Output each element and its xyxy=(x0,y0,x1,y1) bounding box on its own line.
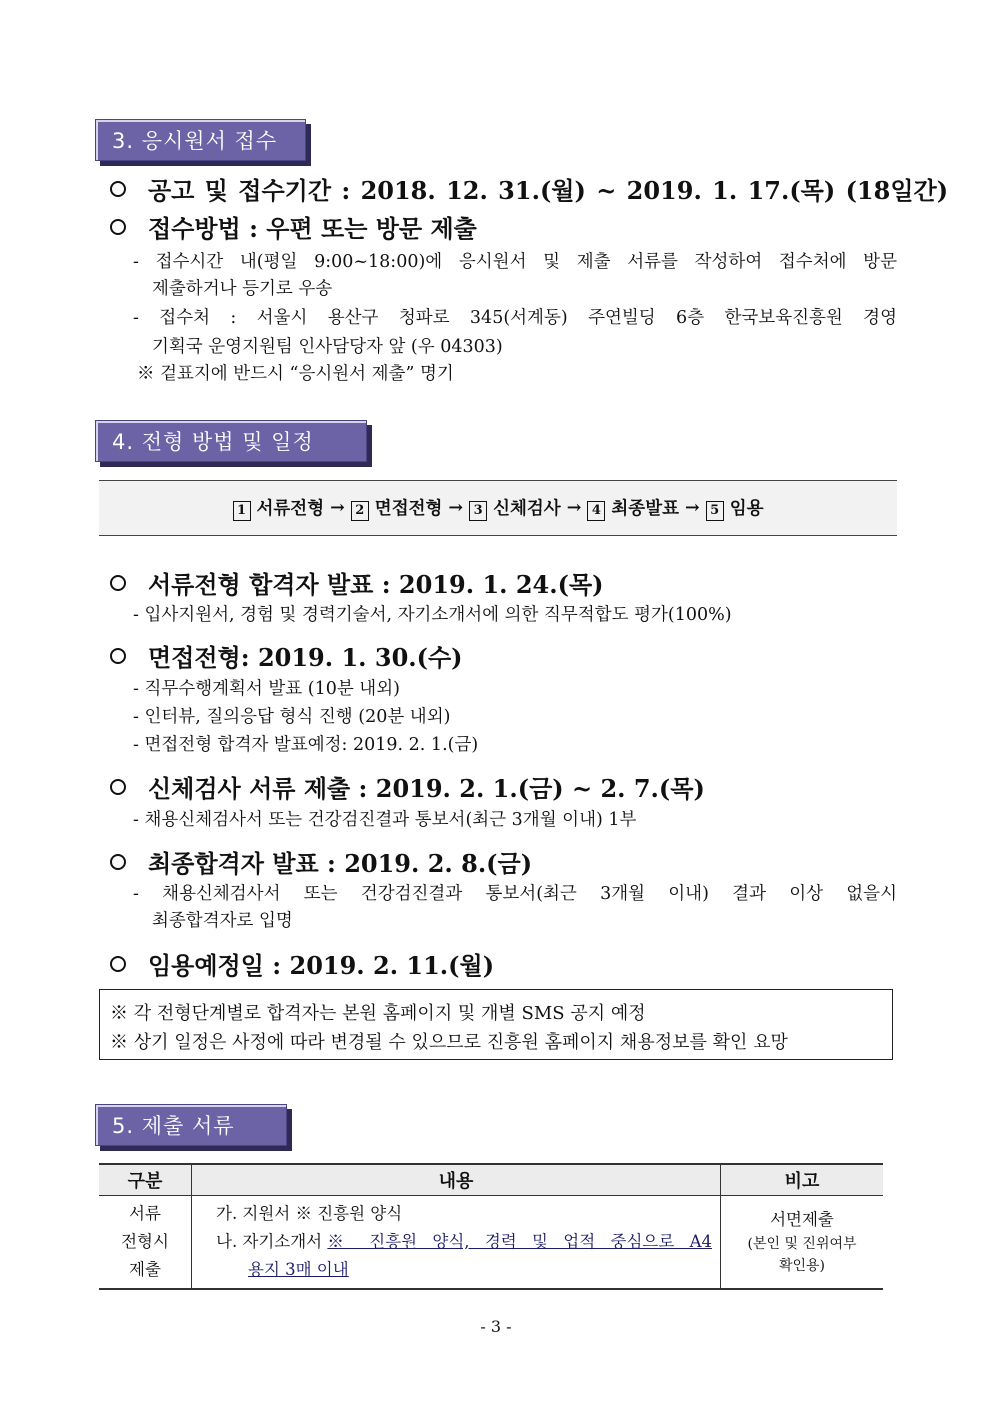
self-intro-limit: 용지 3매 이내 xyxy=(248,1260,349,1279)
document-screening-detail: - 입사지원서, 경험 및 경력기술서, 자기소개서에 의한 직무적합도 평가(100%) xyxy=(133,605,732,625)
arrow-right-icon: → xyxy=(448,498,464,518)
bullet-health-check xyxy=(110,769,705,804)
schedule-notice-1: ※ 각 전형단계별로 합격자는 본원 홈페이지 및 개별 SMS 공지 예정 xyxy=(110,1003,646,1024)
arrow-right-icon: → xyxy=(566,498,582,518)
bullet-circle-icon xyxy=(110,779,126,795)
header-content: 내용 xyxy=(192,1164,721,1196)
bullet-interview xyxy=(110,638,463,673)
flow-step-label: 최종발표 xyxy=(611,499,680,519)
interview-text: 면접전형: 2019. 1. 30.(수) xyxy=(148,643,463,672)
flow-step-number: 5 xyxy=(706,501,724,521)
documents-table xyxy=(99,1163,883,1290)
cover-note: ※ 겉표지에 반드시 “응시원서 제출” 명기 xyxy=(137,364,454,384)
flow-step xyxy=(587,495,679,521)
flow-step-number: 4 xyxy=(587,501,605,521)
flow-step xyxy=(351,495,443,521)
content-cell xyxy=(192,1196,721,1290)
health-check-text: 신체검사 서류 제출 : 2019. 2. 1.(금) ~ 2. 7.(목) xyxy=(148,774,705,803)
document-screening-text: 서류전형 합격자 발표 : 2019. 1. 24.(목) xyxy=(148,570,604,599)
flow-step xyxy=(706,495,764,521)
bullet-circle-icon xyxy=(110,648,126,664)
header-remark: 비고 xyxy=(721,1164,884,1196)
header-category: 구분 xyxy=(99,1164,192,1196)
remark-line: 서면제출 xyxy=(770,1210,834,1229)
bullet-final-announcement xyxy=(110,844,532,879)
flow-step-number: 2 xyxy=(351,501,369,521)
reception-place-cont: 기획국 운영지원팀 인사담당자 앞 (우 04303) xyxy=(152,337,503,357)
bullet-circle-icon xyxy=(110,575,126,591)
health-check-detail: - 채용신체검사서 또는 건강검진결과 통보서(최근 3개월 이내) 1부 xyxy=(133,810,637,830)
selection-flow xyxy=(99,480,897,536)
bullet-application-method xyxy=(110,209,477,244)
content-item-2-prefix: 나. 자기소개서 xyxy=(216,1232,328,1251)
arrow-right-icon: → xyxy=(685,498,700,518)
bullet-circle-icon xyxy=(110,219,126,235)
flow-step xyxy=(469,495,561,521)
category-line: 서류 xyxy=(129,1204,161,1223)
category-line: 전형시 xyxy=(121,1232,169,1251)
table-row xyxy=(99,1196,883,1290)
section-3-heading: 3. 응시원서 접수 xyxy=(95,119,306,161)
bullet-circle-icon xyxy=(110,181,126,197)
bullet-application-period xyxy=(110,171,948,206)
arrow-right-icon: → xyxy=(330,498,345,518)
bullet-appointment-date xyxy=(110,946,494,981)
reception-place-line: - 접수처 : 서울시 용산구 청파로 345(서계동) 주연빌딩 6층 한국보육진흥원 경영 xyxy=(133,308,897,328)
schedule-notice-box xyxy=(99,989,893,1060)
remark-line: (본인 및 진위여부 xyxy=(747,1236,857,1252)
flow-step xyxy=(233,495,325,521)
schedule-notice-2: ※ 상기 일정은 사정에 따라 변경될 수 있으므로 진흥원 홈페이지 채용정보를 확인 요망 xyxy=(110,1032,788,1053)
final-announcement-detail: - 채용신체검사서 또는 건강검진결과 통보서(최근 3개월 이내) 결과 이상 없을시 xyxy=(133,884,897,904)
content-item-2-cont xyxy=(216,1256,712,1284)
final-announcement-text: 최종합격자 발표 : 2019. 2. 8.(금) xyxy=(148,849,533,878)
remark-line: 확인용) xyxy=(778,1258,826,1274)
category-cell xyxy=(99,1196,192,1290)
content-item-1: 가. 지원서 ※ 진흥원 양식 xyxy=(216,1204,403,1223)
interview-detail-2: - 인터뷰, 질의응답 형식 진행 (20분 내외) xyxy=(133,707,451,727)
final-announcement-cont: 최종합격자로 입명 xyxy=(152,911,293,931)
table-header-row xyxy=(99,1164,883,1196)
bullet-circle-icon xyxy=(110,956,126,972)
page-number: - 3 - xyxy=(480,1317,512,1336)
content-item-2 xyxy=(216,1228,712,1256)
flow-step-label: 서류전형 xyxy=(256,499,325,519)
interview-detail-1: - 직무수행계획서 발표 (10분 내외) xyxy=(133,679,400,699)
self-intro-format-note: ※ 진흥원 양식, 경력 및 업적 중심으로 A4 xyxy=(327,1232,712,1251)
application-method-text: 접수방법 : 우편 또는 방문 제출 xyxy=(148,214,477,243)
application-period-text: 공고 및 접수기간 : 2018. 12. 31.(월) ~ 2019. 1. 17.(목) (18일간) xyxy=(148,176,949,205)
flow-step-number: 1 xyxy=(233,501,251,521)
interview-detail-3: - 면접전형 합격자 발표예정: 2019. 2. 1.(금) xyxy=(133,735,479,755)
flow-step-label: 신체검사 xyxy=(493,499,561,519)
appointment-date-text: 임용예정일 : 2019. 2. 11.(월) xyxy=(148,951,495,980)
flow-step-label: 임용 xyxy=(729,499,764,519)
remark-cell xyxy=(721,1196,884,1290)
bullet-document-screening xyxy=(110,565,604,600)
bullet-circle-icon xyxy=(110,854,126,870)
reception-time-cont: 제출하거나 등기로 우송 xyxy=(152,279,333,299)
reception-time-line: - 접수시간 내(평일 9:00~18:00)에 응시원서 및 제출 서류를 작성하여 접수처에 방문 xyxy=(133,252,897,272)
section-4-heading: 4. 전형 방법 및 일정 xyxy=(95,420,367,462)
flow-step-number: 3 xyxy=(469,501,487,521)
flow-step-label: 면접전형 xyxy=(374,499,443,519)
section-5-heading: 5. 제출 서류 xyxy=(95,1104,287,1146)
category-line: 제출 xyxy=(129,1260,161,1279)
